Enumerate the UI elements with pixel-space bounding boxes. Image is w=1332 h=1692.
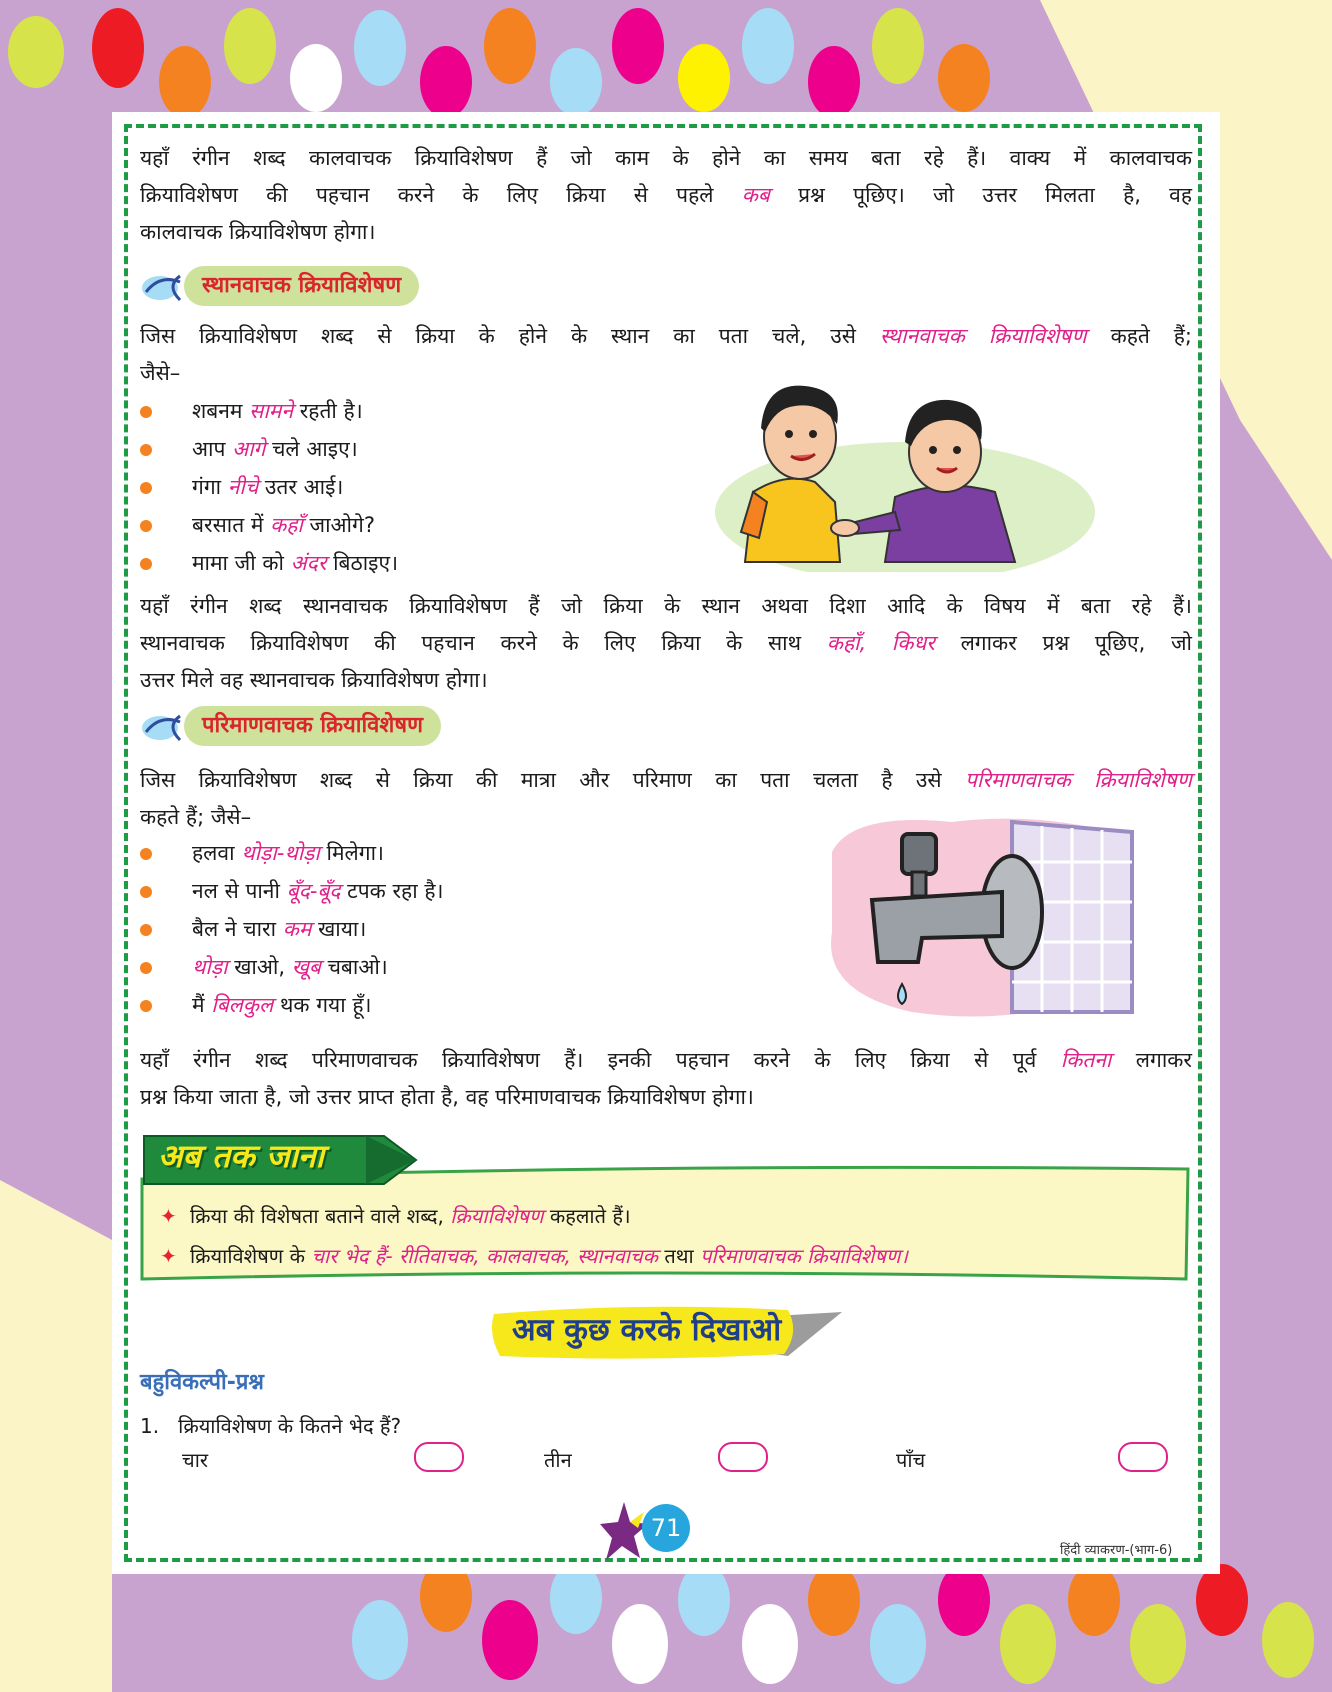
bullet-icon [140,520,152,532]
option-answer-box-1[interactable] [414,1442,464,1472]
place-note-line-3: उत्तर मिले वह स्थानवाचक क्रियाविशेषण होगा। [140,668,488,692]
list-item: नल से पानी बूँद-बूँद टपक रहा है। [140,872,443,910]
intro-line-3: कालवाचक क्रियाविशेषण होगा। [140,220,376,244]
two-boys-illustration [705,362,1095,572]
list-item: ✦ क्रियाविशेषण के चार भेद हैं- रीतिवाचक, कालवाचक, स्थानवाचक तथा परिमाणवाचक क्रियाविशेषण। [160,1236,908,1276]
highlight-word: कब [741,183,770,207]
summary-points [160,1196,908,1276]
dripping-tap-illustration [812,812,1142,1022]
option-label-1: चार [182,1448,209,1472]
list-item: बरसात में कहाँ जाओगे? [140,506,398,544]
option-answer-box-2[interactable] [718,1442,768,1472]
option-label-3: पाँच [896,1448,926,1472]
quantity-note-line-1: यहाँ रंगीन शब्द परिमाणवाचक क्रियाविशेषण हैं। इनकी पहचान करने के लिए क्रिया से पूर्व कितना लगाकर [140,1048,1192,1072]
place-examples-list [140,392,398,582]
list-item: हलवा थोड़ा-थोड़ा मिलेगा। [140,834,443,872]
list-item: मामा जी को अंदर बिठाइए। [140,544,398,582]
bullet-icon [140,482,152,494]
list-item: ✦ क्रिया की विशेषता बताने वाले शब्द, क्रियाविशेषण कहलाते हैं। [160,1196,908,1236]
list-item: आप आगे चले आइए। [140,430,398,468]
bullet-icon [140,558,152,570]
option-label-2: तीन [544,1448,572,1472]
star-decoration-icon [600,1502,648,1562]
list-item: गंगा नीचे उतर आई। [140,468,398,506]
bullet-icon [140,886,152,898]
bullet-icon [140,924,152,936]
intro-line-2: क्रियाविशेषण की पहचान करने के लिए क्रिया से पहले कब प्रश्न पूछिए। जो उत्तर मिलता है, वह [140,183,1192,207]
list-item: शबनम सामने रहती है। [140,392,398,430]
bullet-icon [140,848,152,860]
bullet-icon [140,444,152,456]
place-note-line-2: स्थानवाचक क्रियाविशेषण की पहचान करने के लिए क्रिया के साथ कहाँ, किधर लगाकर प्रश्न पूछिए, जो [140,631,1192,655]
quantity-note-line-2: प्रश्न किया जाता है, जो उत्तर प्राप्त होता है, वह परिमाणवाचक क्रियाविशेषण होगा। [140,1085,754,1109]
activity-banner [488,1302,842,1360]
option-answer-box-3[interactable] [1118,1442,1168,1472]
star-icon: ✦ [160,1204,177,1228]
quantity-definition-line-2: कहते हैं; जैसे– [140,805,252,829]
bullet-icon [140,1000,152,1012]
place-definition-line-1: जिस क्रियाविशेषण शब्द से क्रिया के होने के स्थान का पता चले, उसे स्थानवाचक क्रियाविशेषण कहते हैं; [140,324,1192,348]
place-note-line-1: यहाँ रंगीन शब्द स्थानवाचक क्रियाविशेषण हैं जो क्रिया के स्थान अथवा दिशा आदि के विषय में बता रहे हैं। [140,594,1192,618]
quantity-definition-line-1: जिस क्रियाविशेषण शब्द से क्रिया की मात्रा और परिमाण का पता चलता है उसे परिमाणवाचक क्रियाविशेषण [140,768,1192,792]
star-icon: ✦ [160,1244,177,1268]
section-heading-label: परिमाणवाचक क्रियाविशेषण [184,706,441,746]
summary-banner [140,1130,420,1190]
mcq-title: बहुविकल्पी-प्रश्न [140,1370,264,1395]
place-definition-line-2: जैसे– [140,361,181,385]
activity-banner-label: अब कुछ करके दिखाओ [512,1312,782,1348]
list-item: थोड़ा खाओ, खूब चबाओ। [140,948,443,986]
quantity-examples-list [140,834,443,1024]
list-item: बैल ने चारा कम खाया। [140,910,443,948]
bullet-icon [140,406,152,418]
list-item: मैं बिलकुल थक गया हूँ। [140,986,443,1024]
page-number: 71 [642,1504,690,1552]
bullet-icon [140,962,152,974]
section-heading-label: स्थानवाचक क्रियाविशेषण [184,266,419,306]
question-1: 1. क्रियाविशेषण के कितने भेद हैं? [140,1414,402,1438]
book-title: हिंदी व्याकरण-(भाग-6) [1060,1543,1173,1558]
intro-line-1: यहाँ रंगीन शब्द कालवाचक क्रियाविशेषण हैं जो काम के होने का समय बता रहे हैं। वाक्य में कालवाचक [140,146,1192,170]
summary-banner-label: अब तक जाना [158,1137,324,1175]
